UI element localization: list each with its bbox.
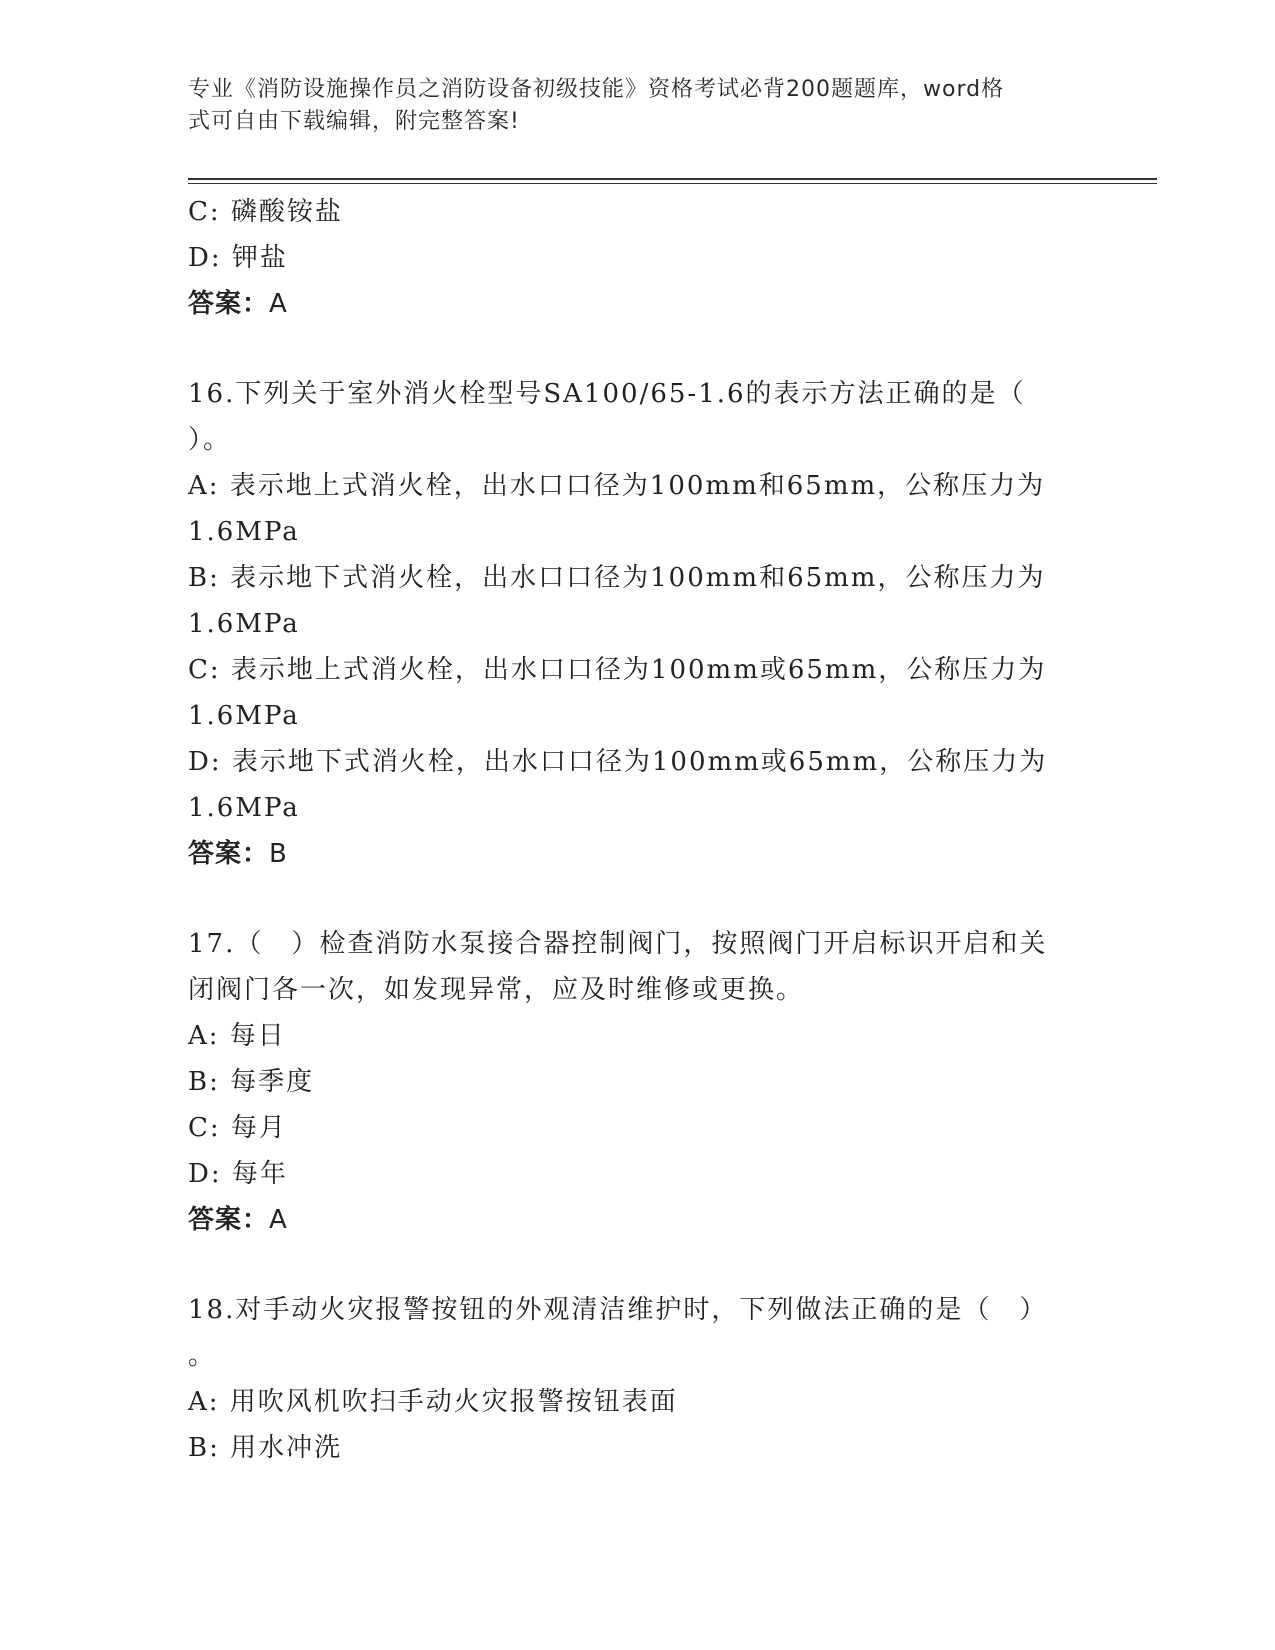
question-stem-line-2: 。 — [188, 1341, 217, 1371]
option-d: D: 每年 — [188, 1159, 288, 1189]
option-c: C: 磷酸铵盐 — [188, 197, 343, 227]
question-16 — [188, 371, 1088, 877]
answer-label: 答案： — [188, 1205, 270, 1235]
question-list — [188, 189, 1088, 1471]
question-gap — [188, 877, 1088, 921]
answer-line — [188, 831, 1088, 877]
answer-line — [188, 281, 1088, 327]
option-b: B: 每季度 — [188, 1067, 315, 1097]
option-c: C: 每月 — [188, 1113, 287, 1143]
option-d-line-2: 1.6MPa — [188, 793, 300, 823]
question-gap — [188, 327, 1088, 371]
answer-value: B — [269, 839, 288, 869]
answer-value: A — [269, 1205, 288, 1235]
option-b-line-1: B: 表示地下式消火栓，出水口口径为100mm和65mm，公称压力为 — [188, 563, 1046, 593]
document-header — [188, 74, 1068, 138]
answer-label: 答案： — [188, 289, 270, 319]
option-a-line-1: A: 表示地上式消火栓，出水口口径为100mm和65mm，公称压力为 — [188, 471, 1046, 501]
question-17 — [188, 921, 1088, 1243]
question-stem-line-1: 18.对手动火灾报警按钮的外观清洁维护时，下列做法正确的是（ ） — [188, 1295, 1048, 1325]
option-c-line-1: C: 表示地上式消火栓，出水口口径为100mm或65mm，公称压力为 — [188, 655, 1047, 685]
option-d: D: 钾盐 — [188, 243, 288, 273]
option-d-line-1: D: 表示地下式消火栓，出水口口径为100mm或65mm，公称压力为 — [188, 747, 1048, 777]
header-title-line-1: 专业《消防设施操作员之消防设备初级技能》资格考试必背200题题库，word格 — [188, 77, 1005, 102]
question-18 — [188, 1287, 1088, 1471]
answer-line — [188, 1197, 1088, 1243]
question-stem-line-2: 闭阀门各一次，如发现异常，应及时维修或更换。 — [188, 975, 805, 1005]
question-gap — [188, 1243, 1088, 1287]
header-title-line-2: 式可自由下载编辑，附完整答案! — [188, 109, 520, 134]
answer-value: A — [269, 289, 288, 319]
option-c-line-2: 1.6MPa — [188, 701, 300, 731]
header-divider-thick — [188, 178, 1157, 180]
answer-label: 答案： — [188, 839, 270, 869]
option-a-line-2: 1.6MPa — [188, 517, 300, 547]
question-stem-line-1: 17.（ ）检查消防水泵接合器控制阀门，按照阀门开启标识开启和关 — [188, 929, 1048, 959]
question-15 — [188, 189, 1088, 327]
option-b-line-2: 1.6MPa — [188, 609, 300, 639]
option-a: A: 用吹风机吹扫手动火灾报警按钮表面 — [188, 1387, 678, 1417]
question-stem-line-1: 16.下列关于室外消火栓型号SA100/65-1.6的表示方法正确的是（ — [188, 379, 1026, 409]
header-divider-thin — [188, 183, 1157, 184]
option-b: B: 用水冲洗 — [188, 1433, 343, 1463]
question-stem-line-2: ）。 — [188, 425, 232, 455]
option-a: A: 每日 — [188, 1021, 286, 1051]
